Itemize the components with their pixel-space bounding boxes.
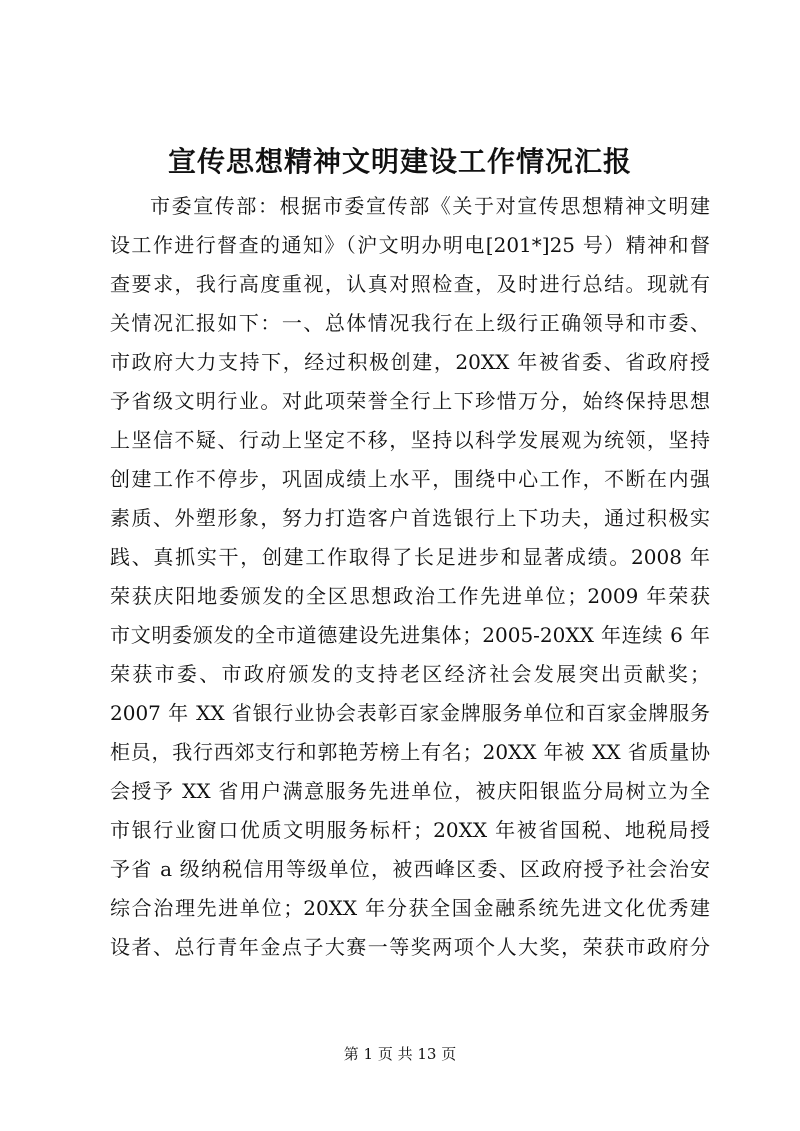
body-line: 设工作进行督查的通知》（沪文明办明电[201*]25 号）精神和督 xyxy=(110,233,710,257)
body-line: 查要求，我行高度重视，认真对照检查，及时进行总结。现就有 xyxy=(110,272,710,296)
body-line: 市银行业窗口优质文明服务标杆；20XX 年被省国税、地税局授 xyxy=(110,818,710,842)
page-number-footer: 第 1 页 共 13 页 xyxy=(343,1045,457,1063)
document-title: 宣传思想精神文明建设工作情况汇报 xyxy=(167,145,632,178)
body-line: 予省级文明行业。对此项荣誉全行上下珍惜万分，始终保持思想 xyxy=(110,389,710,413)
body-line: 设者、总行青年金点子大赛一等奖两项个人大奖，荣获市政府分 xyxy=(110,935,710,959)
body-line: 予省 a 级纳税信用等级单位，被西峰区委、区政府授予社会治安 xyxy=(110,857,710,881)
body-line: 关情况汇报如下：一、总体情况我行在上级行正确领导和市委、 xyxy=(110,311,710,335)
body-line: 综合治理先进单位；20XX 年分获全国金融系统先进文化优秀建 xyxy=(110,896,710,920)
body-line: 2007 年 XX 省银行业协会表彰百家金牌服务单位和百家金牌服务 xyxy=(110,701,710,725)
body-line: 荣获庆阳地委颁发的全区思想政治工作先进单位；2009 年荣获 xyxy=(110,584,710,608)
body-line: 市政府大力支持下，经过积极创建，20XX 年被省委、省政府授 xyxy=(110,350,710,374)
body-line: 柜员，我行西郊支行和郭艳芳榜上有名；20XX 年被 XX 省质量协 xyxy=(110,740,710,764)
document-body xyxy=(110,187,710,967)
body-line: 市文明委颁发的全市道德建设先进集体；2005-20XX 年连续 6 年 xyxy=(110,623,710,647)
body-line: 上坚信不疑、行动上坚定不移，坚持以科学发展观为统领，坚持 xyxy=(110,428,710,452)
body-line: 会授予 XX 省用户满意服务先进单位，被庆阳银监分局树立为全 xyxy=(110,779,710,803)
body-line: 市委宣传部：根据市委宣传部《关于对宣传思想精神文明建 xyxy=(150,194,710,218)
body-line: 践、真抓实干，创建工作取得了长足进步和显著成绩。2008 年 xyxy=(110,545,710,569)
body-line: 创建工作不停步，巩固成绩上水平，围绕中心工作，不断在内强 xyxy=(110,467,710,491)
body-line: 素质、外塑形象，努力打造客户首选银行上下功夫，通过积极实 xyxy=(110,506,710,530)
body-line: 荣获市委、市政府颁发的支持老区经济社会发展突出贡献奖； xyxy=(110,662,710,686)
